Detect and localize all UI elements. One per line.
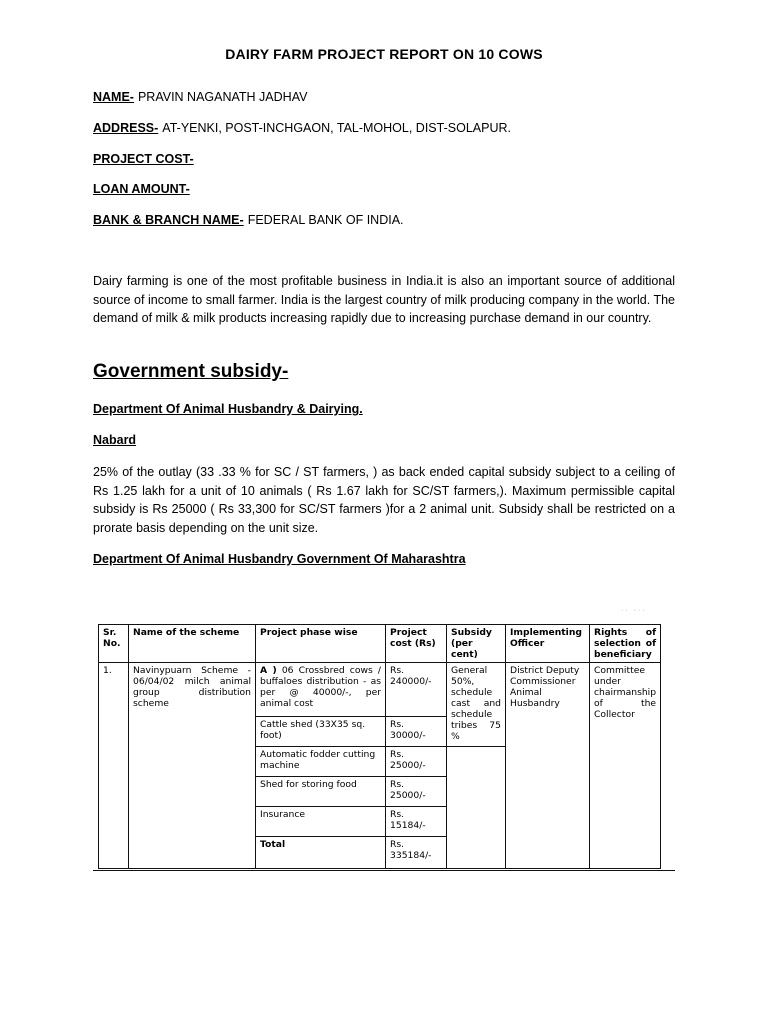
cell-phase-label: Shed for storing food [256,777,386,807]
header-scheme-name: Name of the scheme [129,625,256,663]
cell-implementing-officer: District Deputy Commissioner Animal Husbandry [506,663,590,869]
header-project-phase: Project phase wise [256,625,386,663]
cell-phase-label: Automatic fodder cutting machine [256,747,386,777]
bank-label: BANK & BRANCH NAME- [93,213,244,227]
document-title: DAIRY FARM PROJECT REPORT ON 10 COWS [225,46,543,62]
bank-field [93,213,404,227]
cell-scheme-name: Navinypuarn Scheme - 06/04/02 milch animal group distribution scheme [129,663,256,869]
header-project-cost: Project cost (Rs) [386,625,447,663]
name-field [93,90,307,104]
header-rights: Rights of selection of beneficiary [590,625,661,663]
cell-phase-cost: Rs. 15184/- [386,807,447,837]
cell-phase-cost: Rs. 25000/- [386,747,447,777]
loan-amount-field [93,182,190,196]
cell-phase-label: Cattle shed (33X35 sq. foot) [256,717,386,747]
phase-cows-text: 06 Crossbred cows / buffaloes distribution - as per @ 40000/-, per animal cost [260,665,381,709]
project-cost-field [93,152,194,166]
cell-phase-label: Insurance [256,807,386,837]
name-label: NAME- [93,90,134,104]
scheme-table [98,624,661,869]
subsidy-heading: Government subsidy- [93,361,289,382]
loan-amount-label: LOAN AMOUNT- [93,182,190,196]
cell-cost-cows: Rs. 240000/- [386,663,447,717]
phase-prefix: A ) [260,665,277,676]
bank-value: FEDERAL BANK OF INDIA. [247,213,404,227]
dept-animal-husbandry-heading: Department Of Animal Husbandry & Dairying. [93,402,363,416]
address-field [93,121,511,135]
header-sr-no: Sr. No. [99,625,129,663]
nabard-heading: Nabard [93,433,137,447]
cell-total-label: Total [256,837,386,869]
cell-phase-cows [256,663,386,717]
scan-mark: ·· ··· [621,607,647,614]
address-label: ADDRESS- [93,121,159,135]
cell-sr-no: 1. [99,663,129,869]
project-cost-label: PROJECT COST- [93,152,194,166]
table-row [99,663,661,717]
name-value: PRAVIN NAGANATH JADHAV [137,90,308,104]
cell-rights: Committee under chairmanship of the Collector [590,663,661,869]
cell-subsidy: General 50%, schedule cast and schedule tribes 75 % [447,663,506,747]
intro-paragraph: Dairy farming is one of the most profitable business in India.it is also an important source of additional source of income to small farmer. India is the largest country of milk producing company in the world. The demand of milk & milk products increasing rapidly due to increasing purchase demand in our country. [93,274,675,326]
header-subsidy: Subsidy (per cent) [447,625,506,663]
cell-subsidy-empty [447,747,506,869]
nabard-paragraph: 25% of the outlay (33 .33 % for SC / ST farmers, ) as back ended capital subsidy subject to a ceiling of Rs 1.25 lakh for a unit of 10 animals ( Rs 1.67 lakh for SC/ST farmers,). Maximum permissible capital subsidy is Rs 25000 ( Rs 33,300 for SC/ST farmers )for a 2 animal unit. Subsidy shall be restricted on a prorate basis depending on the unit size. [93,465,675,536]
header-implementing-officer: Implementing Officer [506,625,590,663]
address-value: AT-YENKI, POST-INCHGAON, TAL-MOHOL, DIST-SOLAPUR. [162,121,511,135]
table-bottom-rule [93,870,675,871]
cell-total-cost: Rs. 335184/- [386,837,447,869]
cell-phase-cost: Rs. 25000/- [386,777,447,807]
table-header-row [99,625,661,663]
cell-phase-cost: Rs. 30000/- [386,717,447,747]
dept-maharashtra-heading: Department Of Animal Husbandry Government Of Maharashtra [93,552,466,566]
